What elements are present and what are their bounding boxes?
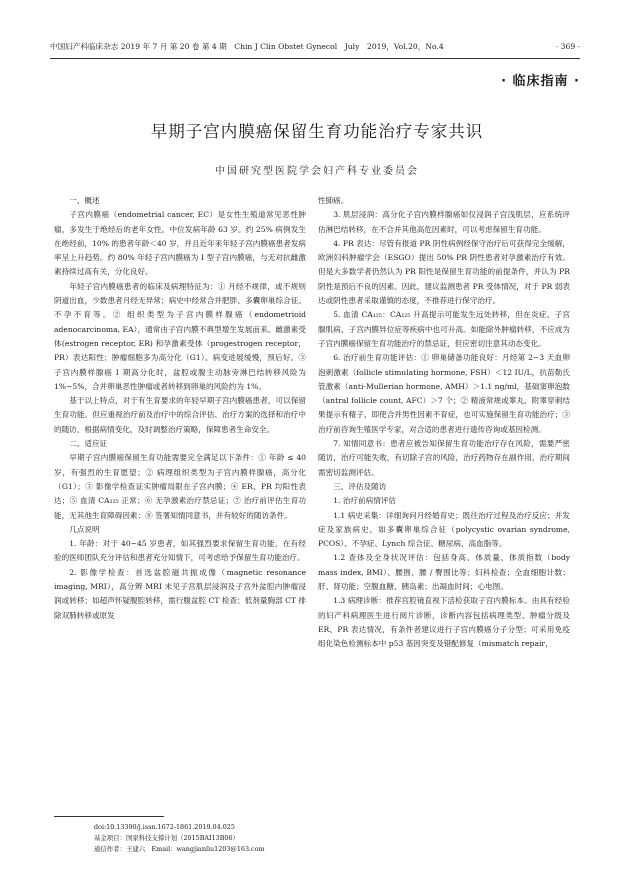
journal-citation: 中国妇产科临床杂志 2019 年 7 月 第 20 卷 第 4 期 Chin J Clin Obstet Gynecol July 2019，Vol.20，No.4 — [50, 42, 444, 51]
body-paragraph: 4. PR 表达：尽管有报道 PR 阴性病例经保守治疗后可获得完全缓解，欧洲妇科肿瘤学会（ESGO）提出 50% PR 阴性患者对孕激素治疗有效。但是大多数学者仍然认为 PR 阳性是保留生育功能的前提条件，并认为 PR 阴性是预后不良的因素。因此，建议监测患者 PR 受体情况，对于 PR 弱表达或阴性患者采取谨慎的态度，不推荐进行保守治疗。 — [318, 238, 570, 306]
body-paragraph: 1.1 病史采集：详细询问月经婚育史；既往治疗过程及治疗反应；并发症及家族病史，如多囊卵巢综合征（polycystic ovarian syndrome, PCOS）、不孕症、Lynch 综合征、糖尿病、高血脂等。 — [318, 510, 570, 549]
footnotes — [94, 822, 314, 855]
right-column — [318, 194, 570, 652]
section-heading: 几点说明 — [69, 524, 100, 534]
body-paragraph: 子宫内膜癌（endometrial cancer, EC）是女性生殖道常见恶性肿瘤，多发生于绝经后的老年女性，中位发病年龄 63 岁。约 25% 病例发生在绝经前，10% 的患者年龄＜40 岁，并且近年来年轻子宫内膜癌患者发病率呈上升趋势。约 80% 年轻子宫内膜癌为 Ⅰ 型子宫内膜癌，与无对抗雌激素持续过高有关，分化良好。 — [54, 210, 306, 277]
body-paragraph: 1.2 查体及全身状况评估：包括身高、体质量、体质指数（body mass index, BMI）、腰围、腰 / 臀围比等；妇科检查；全血细胞计数；肝、肾功能；空腹血糖、胰岛素；出凝血时间；心电图。 — [318, 553, 570, 592]
footnote-doi: doi:10.13390/j.issn.1672-1861.2019.04.025 — [94, 823, 235, 831]
body-paragraph: 年轻子宫内膜癌患者的临床及病理特征为：① 月经不规律，或不规则阴道出血，少数患者月经无异常；病史中经常合并肥胖、多囊卵巢综合征、不孕不育等。② 组织类型为子宫内膜样腺癌（endometrioid adenocarcinoma, EA），通常由子宫内膜不典型增生发展而来。雌激素受体(estrogen receptor, ER) 和孕激素受体（progestrogen receptor，PR）表达阳性；肿瘤细胞多为高分化（G1）。病变进展缓慢，预后好。③ 子宫内膜样腺癌 Ⅰ 期高分化时，盆腔或腹主动脉旁淋巴结转移风险为 1%~5%，合并卵巢恶性肿瘤或者转移到卵巢的风险约为 1%。 — [54, 281, 306, 391]
body-paragraph: 5. 血清 CA₁₂₅：CA₁₂₅ 升高提示可能发生远处转移，但在炎症、子宫腺肌病、子宫内膜异位症等疾病中也可升高。如能除外肿瘤转移，不应成为子宫内膜癌保留生育功能治疗的禁忌证，但应密切注意其动态变化。 — [318, 310, 570, 348]
body-paragraph: 7. 知情同意书：患者应被告知保留生育功能治疗存在风险，需要严密随访，治疗可能失败，有切除子宫的风险，治疗药物存在副作用，治疗期间需密切监测评估。 — [318, 439, 570, 477]
running-header — [50, 40, 580, 54]
footnote-correspondence: 通信作者：王建六 Email：wangjianliu1203@163.com — [94, 845, 265, 853]
article-author: 中国研究型医院学会妇产科专业委员会 — [215, 166, 419, 177]
section-heading: 三、评估及随访 — [333, 481, 387, 491]
section-heading: 一、概述 — [69, 196, 100, 205]
left-column — [54, 194, 306, 623]
body-paragraph: 1. 年龄：对于 40~45 岁患者，如其强烈要求保留生育功能，在有经验的医师团队充分评估和患者充分知情下，可考虑给予保留生育功能治疗。 — [54, 539, 306, 563]
footnote-funding: 基金项目：国家科技支撑计划（2015BAI13B06） — [94, 834, 239, 842]
body-paragraph: 性肺癌。 — [318, 196, 349, 205]
section-heading: 1. 治疗前病情评估 — [333, 496, 397, 506]
body-paragraph: 3. 肌层浸润：高分化子宫内膜样腺癌如仅浸润子宫浅肌层，应系统评估淋巴结转移，在不合并其他高危因素时，可以考虑保留生育功能。 — [318, 210, 570, 234]
body-paragraph: 2. 影像学检查：首选盆腔磁共振成像（magnetic resonance imaging, MRI），高分辨 MRI 未见子宫肌层浸润及子宫外盆腔内肿瘤浸润或转移；如超声怀疑腹腔转移，需行腹盆腔 CT 检查；低剂量胸部 CT 排除双肺转移或原发 — [54, 567, 306, 620]
footnote-divider — [54, 816, 164, 817]
section-heading: 二、适应证 — [69, 439, 108, 449]
body-paragraph: 基于以上特点，对于有生育要求的年轻早期子宫内膜癌患者，可以保留生育功能。但应重视治疗前及治疗中的综合评估、治疗方案的选择和治疗中的随访，根据病情变化，及时调整治疗策略，保障患者生命安全。 — [54, 396, 306, 434]
column-tag: · 临床指南 · — [501, 74, 580, 89]
page-number: · 369 · — [555, 42, 580, 51]
body-paragraph: 6. 治疗前生育功能评估：① 卵巢储备功能良好：月经第 2~3 天血卵泡刺激素（follicle stimulating hormone, FSH）＜12 IU/L，抗苗勒氏管激素（anti-Mullerian hormone, AMH）＞1.1 ng/ml，基础窦卵泡数（antral follicle count, AFC）＞7 个；② 精液常规或睾丸、附睾穿刺结果提示有精子，即使合并男性因素不育症，也可实施保留生育功能治疗；③ 治疗前咨询生殖医学专家，对合适的患者进行遗传咨询或基因检测。 — [318, 353, 570, 434]
body-paragraph: 1.3 病理诊断：推荐宫腔镜直视下活检获取子宫内膜标本。由具有经验的妇产科病理医生进行阅片诊断，诊断内容包括病理类型、肿瘤分级及 ER、PR 表达情况，有条件者建议进行子宫内膜癌分子分型；可采用免疫组化染色检测标本中 p53 基因突变及错配修复（mismatch repair， — [318, 596, 570, 649]
header-divider — [50, 58, 580, 59]
body-paragraph: 早期子宫内膜癌保留生育功能需要完全满足以下条件：① 年龄 ≤ 40 岁，有强烈的生育愿望；② 病理组织类型为子宫内膜样腺癌，高分化（G1）；③ 影像学检查证实肿瘤局限在子宫内膜；④ ER、PR 均阳性表达；⑤ 血清 CA₁₂₅ 正常；⑥ 无孕激素治疗禁忌证；⑦ 治疗前评估生育功能，无其他生育障碍因素；⑧ 签署知情同意书，并有较好的随访条件。 — [54, 453, 306, 520]
article-title: 早期子宫内膜癌保留生育功能治疗专家共识 — [150, 122, 484, 141]
